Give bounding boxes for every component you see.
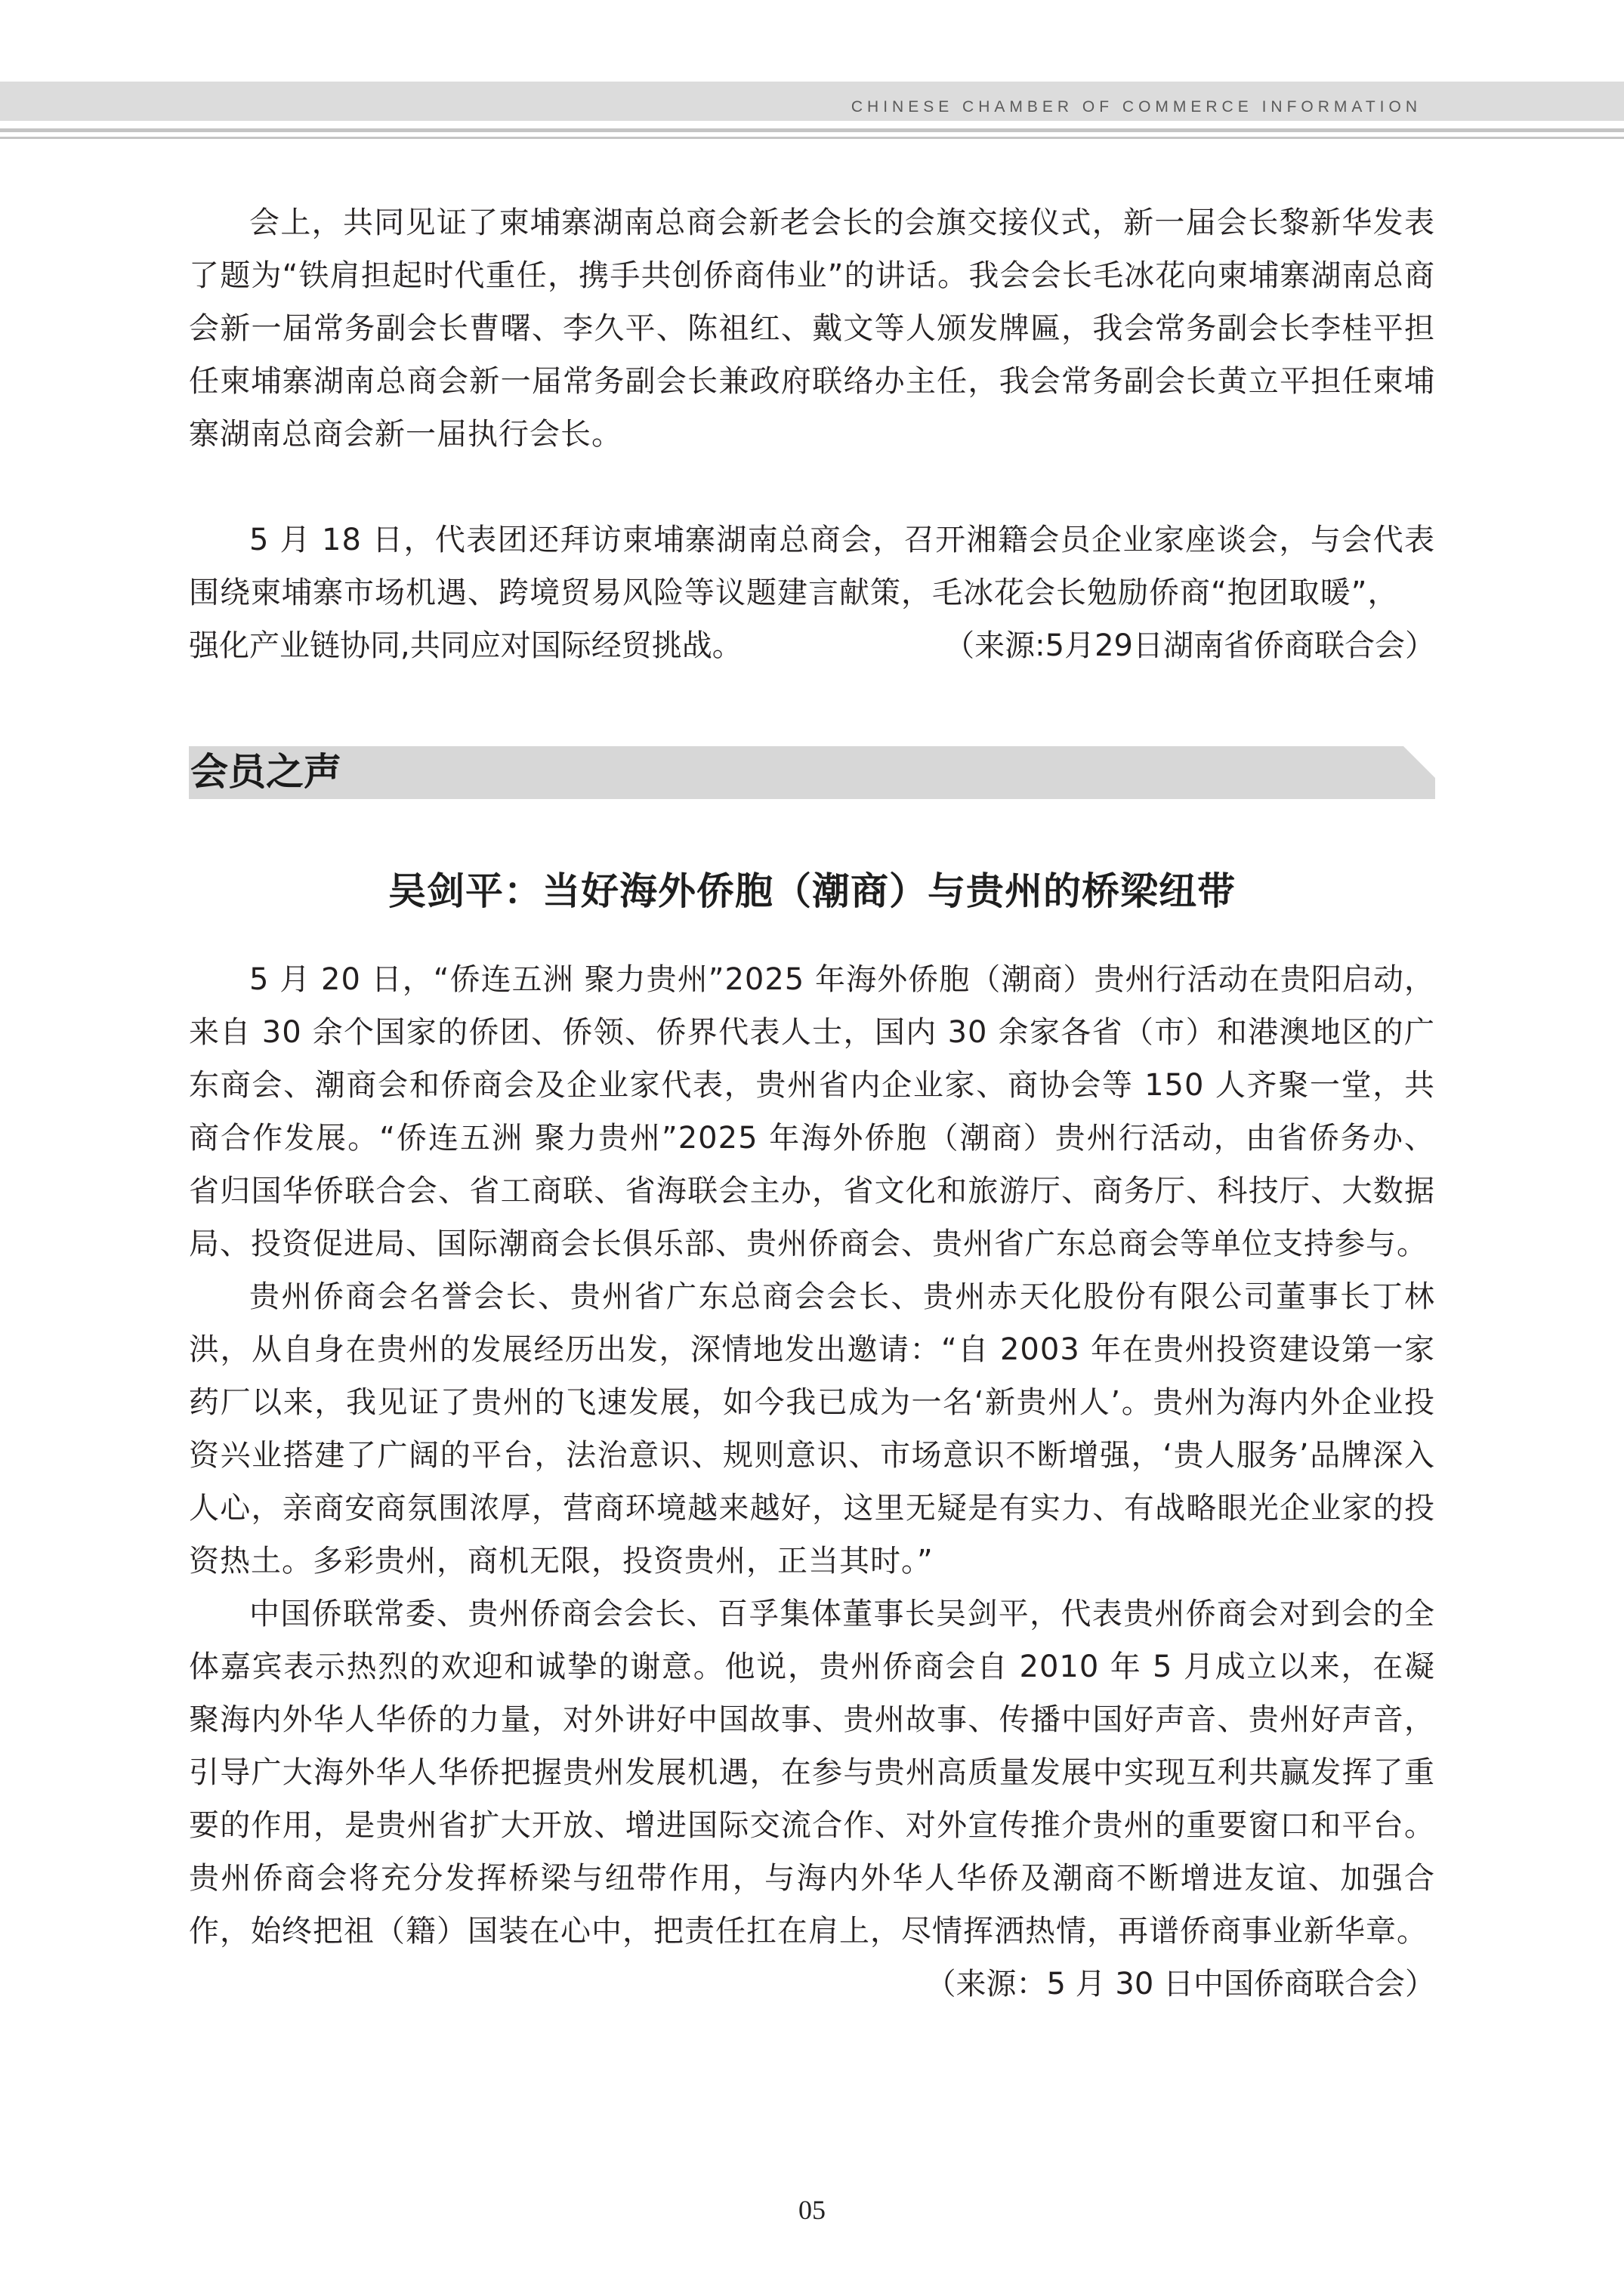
article1-body [189, 196, 1435, 461]
article2-paragraph: 5 月 20 日，“侨连五洲 聚力贵州”2025 年海外侨胞（潮商）贵州行活动在贵阳启动，来自 30 余个国家的侨团、侨领、侨界代表人士，国内 30 余家各省（市）和港澳地区的广东商会、潮商会和侨商会及企业家代表，贵州省内企业家、商协会等 150 人齐聚一堂，共商合作发展。“侨连五洲 聚力贵州”2025 年海外侨胞（潮商）贵州行活动，由省侨务办、省归国华侨联合会、省工商联、省海联会主办，省文化和旅游厅、商务厅、科技厅、大数据局、投资促进局、国际潮商会长俱乐部、贵州侨商会、贵州省广东总商会等单位支持参与。 [189, 962, 1435, 1261]
article1-paragraph: 会上，共同见证了柬埔寨湖南总商会新老会长的会旗交接仪式，新一届会长黎新华发表了题为“铁肩担起时代重任，携手共创侨商伟业”的讲话。我会会长毛冰花向柬埔寨湖南总商会新一届常务副会长曹曙、李久平、陈祖红、戴文等人颁发牌匾，我会常务副会长李桂平担任柬埔寨湖南总商会新一届常务副会长兼政府联络办主任，我会常务副会长黄立平担任柬埔寨湖南总商会新一届执行会长。 [189, 205, 1435, 452]
section-header-bar [189, 746, 1435, 799]
article2-paragraph: 中国侨联常委、贵州侨商会会长、百孚集体董事长吴剑平，代表贵州侨商会对到会的全体嘉宾表示热烈的欢迎和诚挚的谢意。他说，贵州侨商会自 2010 年 5 月成立以来，在凝聚海内外华人华侨的力量，对外讲好中国故事、贵州故事、传播中国好声音、贵州好声音，引导广大海外华人华侨把握贵州发展机遇，在参与贵州高质量发展中实现互利共赢发挥了重要的作用，是贵州省扩大开放、增进国际交流合作、对外宣传推介贵州的重要窗口和平台。贵州侨商会将充分发挥桥梁与纽带作用，与海内外华人华侨及潮商不断增进友谊、加强合作，始终把祖（籍）国装在心中，把责任扛在肩上，尽情挥洒热情，再谱侨商事业新华章。 [189, 1597, 1435, 1949]
article2-title: 吴剑平：当好海外侨胞（潮商）与贵州的桥梁纽带 [388, 869, 1236, 913]
article1-last-line: 强化产业链协同,共同应对国际经贸挑战。 [189, 628, 743, 663]
header-rule-thin [0, 137, 1624, 139]
section-title: 会员之声 [190, 749, 341, 794]
running-header: CHINESE CHAMBER OF COMMERCE INFORMATION [851, 98, 1422, 116]
article1-paragraph: 5 月 18 日，代表团还拜访柬埔寨湖南总商会，召开湘籍会员企业家座谈会，与会代表围绕柬埔寨市场机遇、跨境贸易风险等议题建言献策，毛冰花会长勉励侨商“抱团取暖”， [189, 523, 1435, 610]
article2-paragraph: 贵州侨商会名誉会长、贵州省广东总商会会长、贵州赤天化股份有限公司董事长丁林洪，从自身在贵州的发展经历出发，深情地发出邀请：“自 2003 年在贵州投资建设第一家药厂以来，我见证了贵州的飞速发展，如今我已成为一名‘新贵州人’。贵州为海内外企业投资兴业搭建了广阔的平台，法治意识、规则意识、市场意识不断增强，‘贵人服务’品牌深入人心，亲商安商氛围浓厚，营商环境越来越好，这里无疑是有实力、有战略眼光企业家的投资热土。多彩贵州，商机无限，投资贵州，正当其时。” [189, 1279, 1435, 1579]
article2-body [189, 953, 1435, 2011]
article2-source: （来源：5 月 30 日中国侨商联合会） [925, 1967, 1435, 2001]
header-rule [0, 128, 1624, 132]
article1-source: （来源:5月29日湖南省侨商联合会） [944, 628, 1435, 663]
page-number: 05 [798, 2195, 826, 2225]
article1-body-cont [189, 514, 1435, 663]
